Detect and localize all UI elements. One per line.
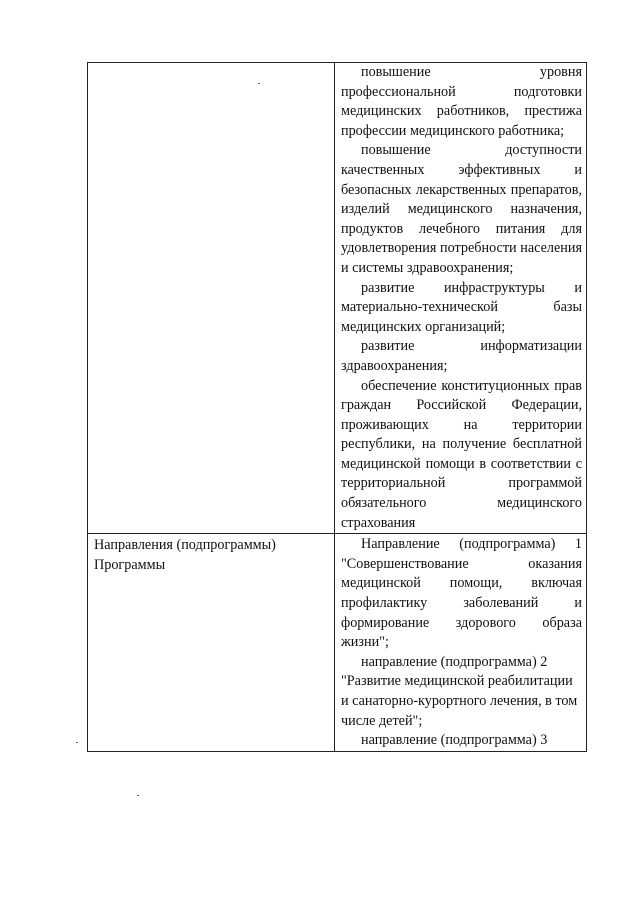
table-row	[88, 534, 587, 752]
table-row	[88, 63, 587, 534]
paragraph: направление (подпрограмма) 3	[361, 732, 548, 749]
row1-right-text	[335, 63, 586, 533]
paragraph: обеспечение конституционных прав граждан Российской Федерации, проживающих на территории республики, на получение бесплатной медицинской помощи в соответствии с территориальной программой обязательного медицинского страхования	[341, 377, 582, 531]
paragraph: развитие инфраструктуры и материально-технической базы медицинских организаций;	[341, 279, 582, 335]
section-label-cont: Программы	[94, 556, 166, 573]
scan-speck	[258, 83, 260, 84]
row1-left-text	[88, 63, 334, 65]
section-label: Направления (подпрограммы)	[94, 537, 276, 554]
row1-left-cell	[88, 63, 335, 534]
paragraph: направление (подпрограмма) 2 "Развитие медицинской реабилитации и санаторно-курортного лечения, в том числе детей";	[341, 653, 578, 729]
paragraph: развитие информатизации здравоохранения;	[341, 338, 582, 374]
scan-speck	[76, 742, 78, 743]
row2-left-text	[88, 534, 334, 575]
scan-speck	[137, 795, 139, 796]
paragraph: Направление (подпрограмма) 1 "Совершенствование оказания медицинской помощи, включая профилактику заболеваний и формирование здорового образа жизни";	[341, 536, 582, 651]
paragraph: повышение уровня профессиональной подготовки медицинских работников, престижа профессии медицинского работника;	[341, 64, 582, 139]
row1-right-cell	[335, 63, 587, 534]
paragraph: повышение доступности качественных эффективных и безопасных лекарственных препаратов, изделий медицинского назначения, продуктов лечебного питания для удовлетворения потребности населения и системы здравоохранения;	[341, 142, 582, 276]
row2-right-cell	[335, 534, 587, 752]
row2-left-cell	[88, 534, 335, 752]
program-passport-table	[87, 62, 587, 752]
row2-right-text	[335, 534, 586, 751]
